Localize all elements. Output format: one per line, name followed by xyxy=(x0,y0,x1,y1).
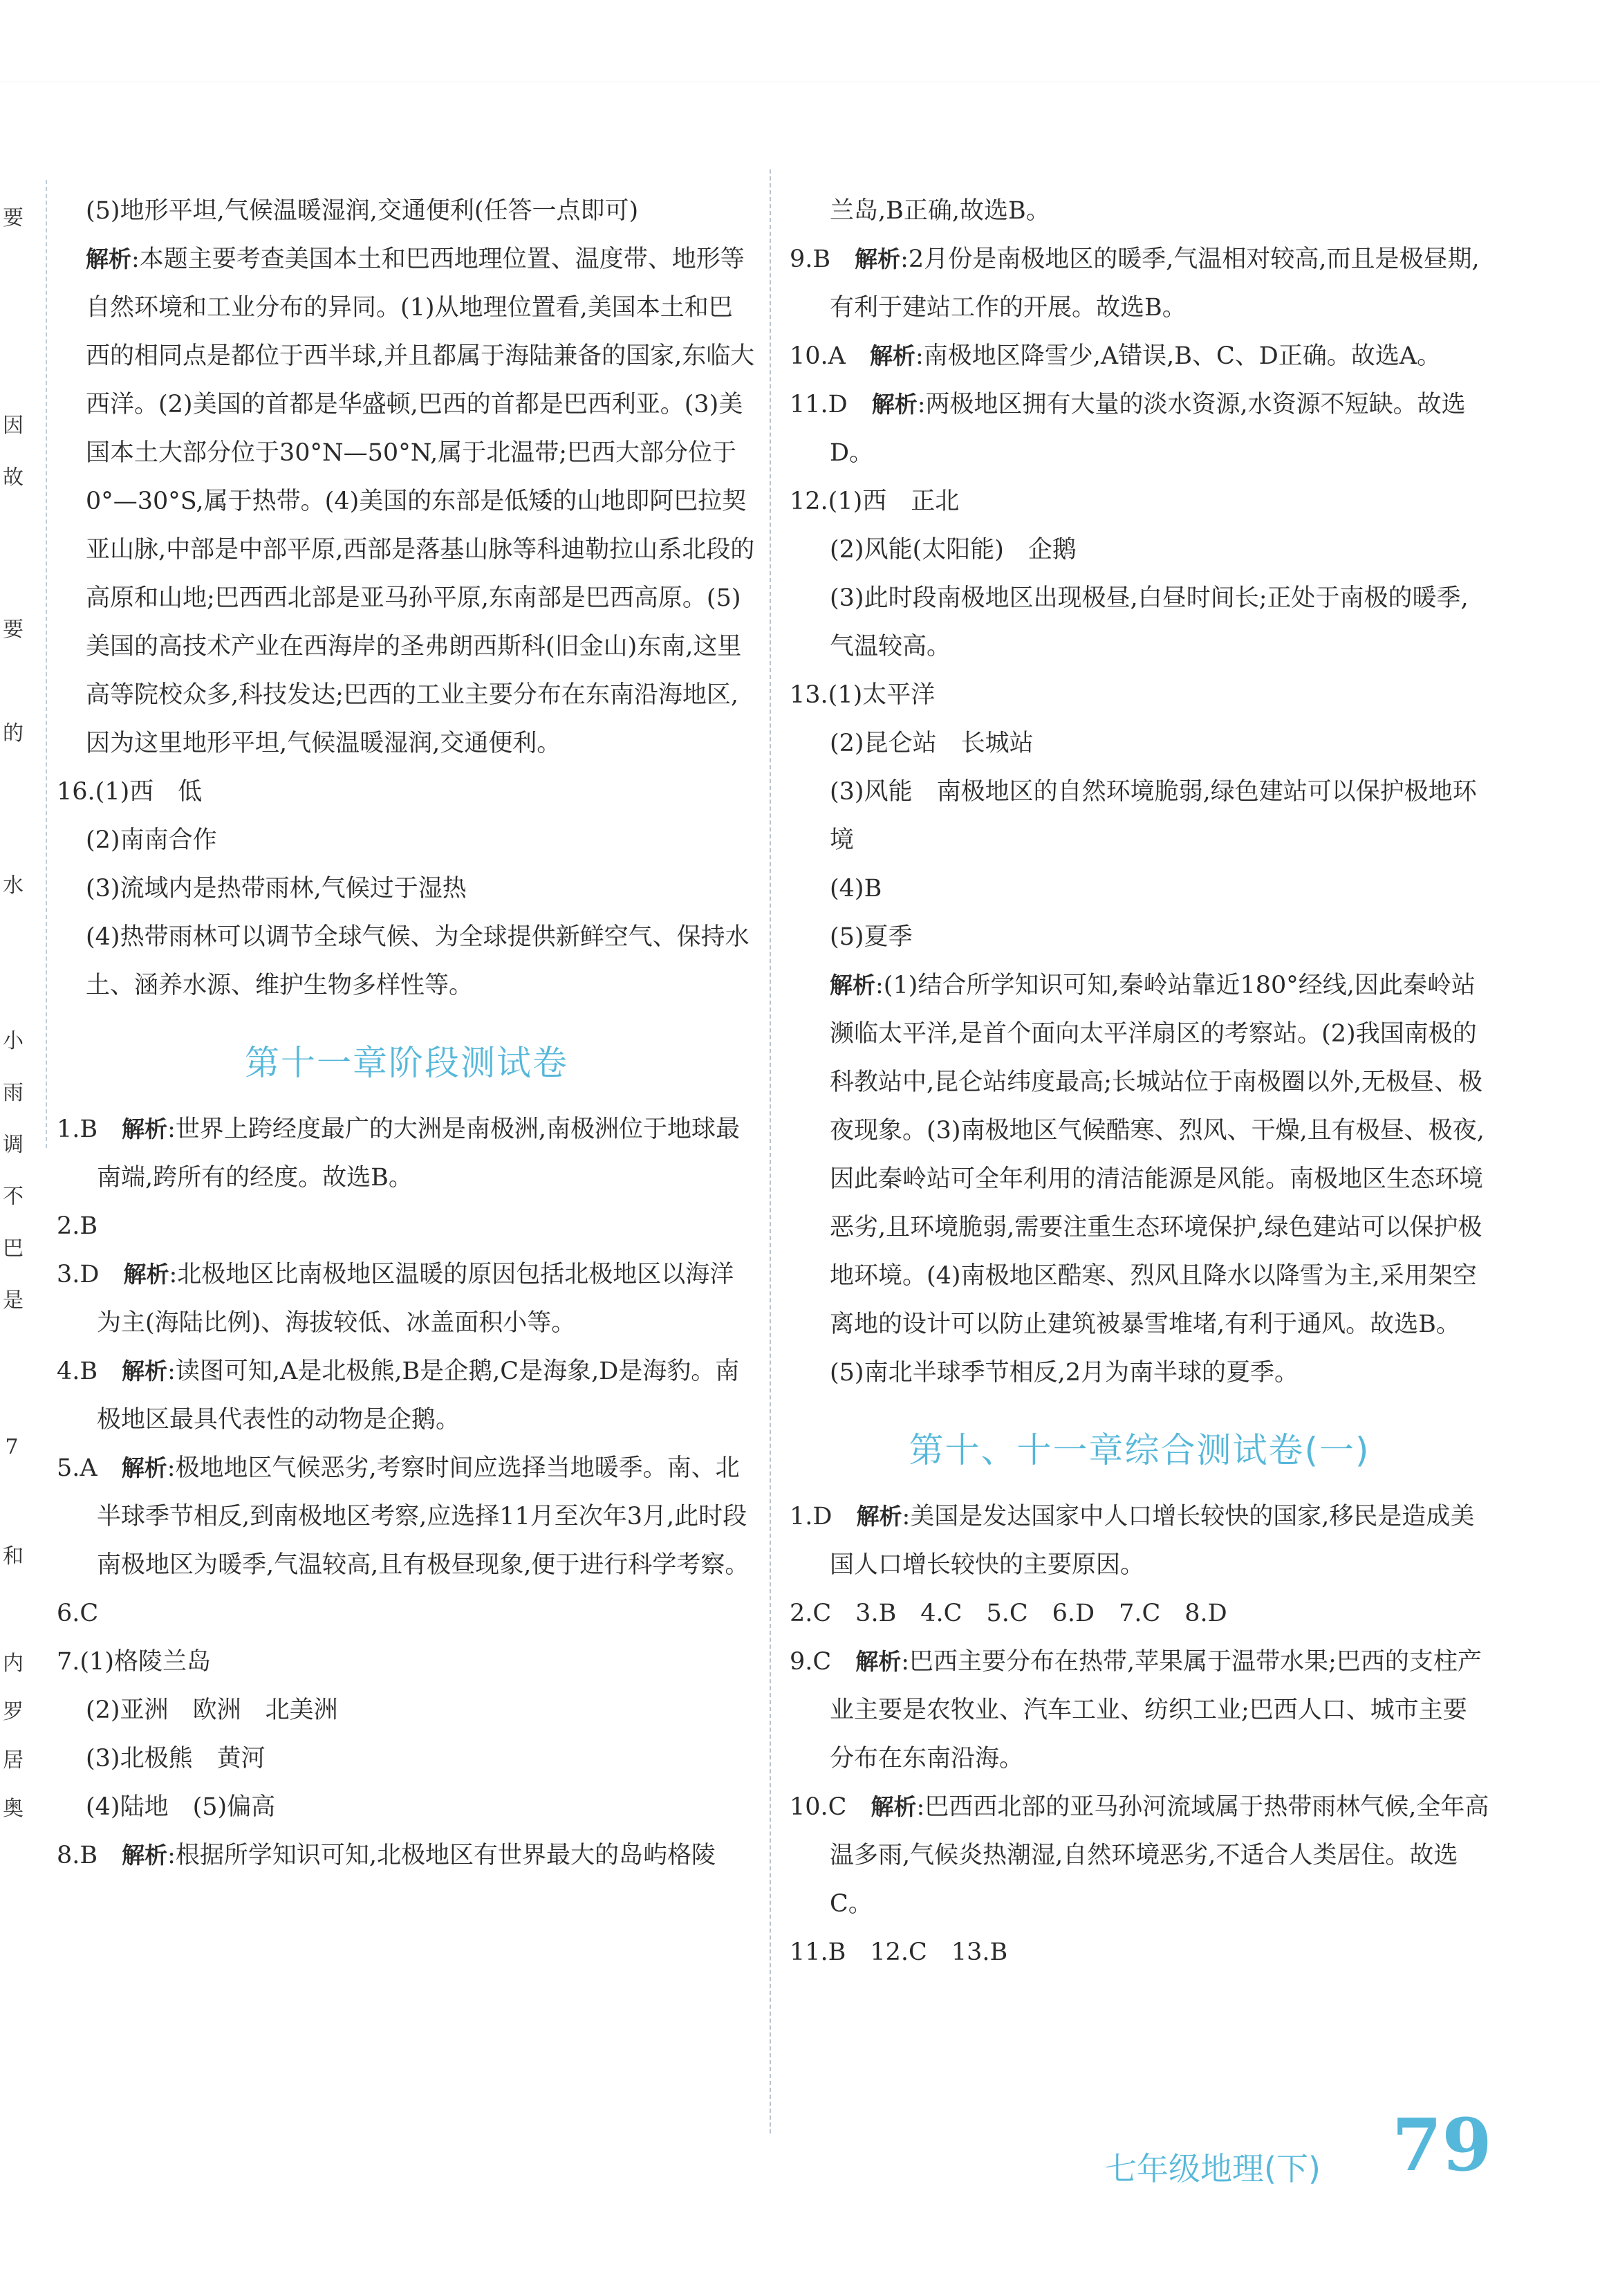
answer-10-num: 10.A xyxy=(790,342,846,370)
analysis-label: 解析 xyxy=(871,1793,917,1820)
answer-6: 6.C xyxy=(57,1600,99,1627)
analysis-label: 解析 xyxy=(856,1503,902,1530)
answer-13-part4: (4)B xyxy=(830,875,882,902)
analysis-label: 解析 xyxy=(122,1115,168,1142)
answer-8-text: :根据所学知识可知,北极地区有世界最大的岛屿格陵 xyxy=(167,1842,716,1869)
test-answers-11-13: 11.B 12.C 13.B xyxy=(790,1938,1008,1966)
answer-7-part1: 7.(1)格陵兰岛 xyxy=(57,1648,211,1676)
analysis-label: 解析 xyxy=(869,342,915,369)
answer-1-text: :世界上跨经度最广的大洲是南极洲,南极洲位于地球最南端,跨所有的经度。故选B。 xyxy=(97,1115,741,1192)
answer-12-part3: (3)此时段南极地区出现极昼,白昼时间长;正处于南极的暖季,气温较高。 xyxy=(830,584,1469,660)
edge-char: 内 xyxy=(3,1651,24,1676)
answer-10 xyxy=(790,332,1489,380)
edge-column-divider xyxy=(46,180,47,1148)
edge-char: 是 xyxy=(3,1288,24,1313)
answer-2: 2.B xyxy=(57,1212,98,1240)
page-number: 79 xyxy=(1392,2102,1492,2187)
answer-12-part2: (2)风能(太阳能) 企鹅 xyxy=(830,536,1077,564)
answer-8 xyxy=(57,1831,756,1880)
test-answer-1 xyxy=(790,1492,1489,1589)
edge-char: 要 xyxy=(3,206,24,230)
answer-5-text: :极地地区气候恶劣,考察时间应选择当地暖季。南、北半球季节相反,到南极地区考察,应选择11月至次年3月,此时段南极地区为暖季,气温较高,且有极昼现象,便于进行科学考察。 xyxy=(97,1454,750,1579)
answer-7-part2: (2)亚洲 欧洲 北美洲 xyxy=(86,1696,338,1724)
q15-part5: (5)地形平坦,气候温暖湿润,交通便利(任答一点即可) xyxy=(86,197,639,225)
edge-char: 巴 xyxy=(3,1237,24,1261)
test-answer-9 xyxy=(790,1638,1489,1783)
q16-part1: 16.(1)西 低 xyxy=(57,778,203,806)
answer-8-continued: 兰岛,B正确,故选B。 xyxy=(830,197,1050,225)
edge-char: 的 xyxy=(3,721,24,746)
analysis-label: 解析 xyxy=(855,1648,902,1675)
test-answer-10-text: :巴西西北部的亚马孙河流域属于热带雨林气候,全年高温多雨,气候炎热潮湿,自然环境恶劣,不适合人类居住。故选C。 xyxy=(830,1793,1489,1918)
answer-13-part1: 13.(1)太平洋 xyxy=(790,681,936,709)
answer-7-part4: (4)陆地 (5)偏高 xyxy=(86,1793,276,1821)
section-title-comprehensive-test: 第十、十一章综合测试卷(一) xyxy=(909,1430,1370,1470)
answer-3-text: :北极地区比南极地区温暖的原因包括北极地区以海洋为主(海陆比例)、海拔较低、冰盖面积小等。 xyxy=(97,1261,734,1337)
answer-13-part2: (2)昆仑站 长城站 xyxy=(830,730,1034,757)
edge-char: 罗 xyxy=(3,1700,24,1724)
test-answer-9-text: :巴西主要分布在热带,苹果属于温带水果;巴西的支柱产业主要是农牧业、汽车工业、纺织工业;巴西人口、城市主要分布在东南沿海。 xyxy=(830,1648,1482,1772)
answer-13-part3: (3)风能 南极地区的自然环境脆弱,绿色建站可以保护极地环境 xyxy=(830,778,1477,854)
answer-11-num: 11.D xyxy=(790,391,848,418)
answer-9-text: :2月份是南极地区的暖季,气温相对较高,而且是极昼期,有利于建站工作的开展。故选B。 xyxy=(830,246,1480,322)
test-answer-1-num: 1.D xyxy=(790,1503,832,1530)
edge-char: 7 xyxy=(5,1435,19,1459)
edge-char: 水 xyxy=(3,873,24,898)
answer-1-num: 1.B xyxy=(57,1115,98,1143)
q16-part3: (3)流域内是热带雨林,气候过于湿热 xyxy=(86,875,467,902)
analysis-label: 解析 xyxy=(122,1358,168,1385)
q16-part4: (4)热带雨林可以调节全球气候、为全球提供新鲜空气、保持水土、涵养水源、维护生物多样性等。 xyxy=(86,923,750,999)
left-column xyxy=(57,187,756,1880)
section-title-chapter11: 第十一章阶段测试卷 xyxy=(245,1043,568,1083)
edge-char: 调 xyxy=(3,1133,24,1157)
q15-analysis-text: :本题主要考查美国本土和巴西地理位置、温度带、地形等自然环境和工业分布的异同。(1)从地理位置看,美国本土和巴西的相同点是都位于西半球,并且都属于海陆兼备的国家,东临大西洋。(2)美国的首都是华盛顿,巴西的首都是巴西利亚。(3)美国本土大部分位于30°N—50°N,属于北温带;巴西大部分位于0°—30°S,属于热带。(4)美国的东部是低矮的山地即阿巴拉契亚山脉,中部是中部平原,西部是落基山脉等科迪勒拉山系北段的高原和山地;巴西西北部是亚马孙平原,东南部是巴西高原。(5)美国的高技术产业在西海岸的圣弗朗西斯科(旧金山)东南,这里高等院校众多,科技发达;巴西的工业主要分布在东南沿海地区,因为这里地形平坦,气候温暖湿润,交通便利。 xyxy=(86,246,755,757)
analysis-label: 解析 xyxy=(121,1454,167,1481)
edge-char: 居 xyxy=(3,1748,24,1772)
answer-9 xyxy=(790,235,1489,332)
test-answers-2-8: 2.C 3.B 4.C 5.C 6.D 7.C 8.D xyxy=(790,1600,1227,1627)
test-answer-10 xyxy=(790,1783,1489,1928)
answer-13-analysis xyxy=(790,961,1489,1397)
answer-7-part3: (3)北极熊 黄河 xyxy=(86,1745,266,1772)
analysis-label: 解析 xyxy=(830,972,875,999)
edge-char: 小 xyxy=(3,1029,24,1053)
edge-char: 故 xyxy=(3,465,24,490)
test-answer-10-num: 10.C xyxy=(790,1793,847,1821)
column-divider xyxy=(770,169,771,2133)
answer-13-part5: (5)夏季 xyxy=(830,923,913,951)
analysis-label: 解析 xyxy=(855,246,901,272)
test-answer-9-num: 9.C xyxy=(790,1648,832,1676)
answer-12-part1: 12.(1)西 正北 xyxy=(790,488,960,515)
analysis-label: 解析 xyxy=(871,391,918,418)
edge-char: 奥 xyxy=(3,1797,24,1821)
answer-4-num: 4.B xyxy=(57,1358,98,1385)
edge-char: 不 xyxy=(3,1185,24,1209)
answer-10-text: :南极地区降雪少,A错误,B、C、D正确。故选A。 xyxy=(915,342,1442,370)
footer-book-title: 七年级地理(下) xyxy=(1105,2150,1321,2187)
analysis-label: 解析 xyxy=(122,1842,168,1869)
answer-13-analysis-text: :(1)结合所学知识可知,秦岭站靠近180°经线,因此秦岭站濒临太平洋,是首个面向太平洋扇区的考察站。(2)我国南极的科教站中,昆仑站纬度最高;长城站位于南极圈以外,无极昼、极夜现象。(3)南极地区气候酷寒、烈风、干燥,且有极昼、极夜,因此秦岭站可全年利用的清洁能源是风能。南极地区生态环境恶劣,且环境脆弱,需要注重生态环境保护,绿色建站可以保护极地环境。(4)南极地区酷寒、烈风且降水以降雪为主,采用架空离地的设计可以防止建筑被暴雪堆堵,有利于通风。故选B。(5)南北半球季节相反,2月为南半球的夏季。 xyxy=(830,972,1485,1387)
answer-4-text: :读图可知,A是北极熊,B是企鹅,C是海象,D是海豹。南极地区最具代表性的动物是企鹅。 xyxy=(97,1358,740,1434)
answer-3-num: 3.D xyxy=(57,1261,100,1288)
test-answer-1-text: :美国是发达国家中人口增长较快的国家,移民是造成美国人口增长较快的主要原因。 xyxy=(830,1503,1475,1579)
edge-char: 因 xyxy=(3,414,24,438)
analysis-label: 解析 xyxy=(123,1261,169,1288)
answer-11 xyxy=(790,380,1489,477)
edge-char: 和 xyxy=(3,1544,24,1568)
edge-char: 要 xyxy=(3,618,24,642)
analysis-label: 解析 xyxy=(86,246,131,272)
answer-5 xyxy=(57,1444,756,1589)
answer-4 xyxy=(57,1347,756,1444)
answer-3 xyxy=(57,1250,756,1347)
answer-11-text: :两极地区拥有大量的淡水资源,水资源不短缺。故选D。 xyxy=(830,391,1466,467)
q15-analysis xyxy=(57,235,756,768)
answer-5-num: 5.A xyxy=(57,1454,97,1482)
edge-char: 雨 xyxy=(3,1081,24,1105)
answer-1 xyxy=(57,1105,756,1202)
answer-8-num: 8.B xyxy=(57,1842,98,1869)
right-column xyxy=(790,187,1489,1976)
q16-part2: (2)南南合作 xyxy=(86,826,217,854)
answer-9-num: 9.B xyxy=(790,246,831,273)
